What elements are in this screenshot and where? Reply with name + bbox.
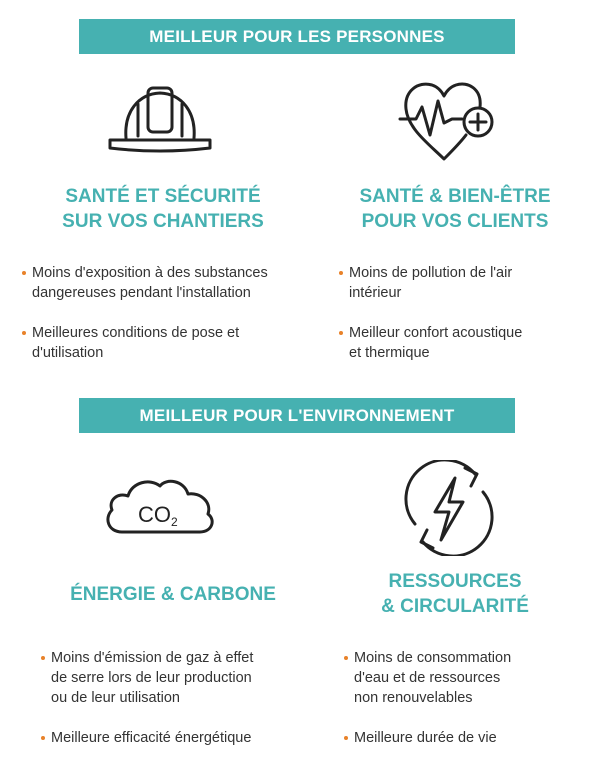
heart-pulse-plus-icon: [396, 77, 500, 165]
bullet-list-resources-circularity: [344, 648, 584, 748]
title-health-wellbeing-line1: SANTÉ & BIEN-ÊTRE: [359, 186, 551, 207]
title-energy-carbon: [28, 582, 318, 607]
section-banner-environment-label: MEILLEUR POUR L'ENVIRONNEMENT: [139, 405, 455, 425]
list-item: Moins de pollution de l'air intérieur: [339, 263, 589, 303]
co2-cloud-icon: [100, 474, 220, 538]
list-item: Meilleures conditions de pose et d'utilisation: [22, 323, 322, 363]
list-item: Moins de consommation d'eau et de ressources non renouvelables: [344, 648, 584, 708]
bullet-list-health-safety: [22, 263, 322, 363]
list-item: Moins d'exposition à des substances dangereuses pendant l'installation: [22, 263, 322, 303]
co2-label: CO: [138, 502, 171, 527]
title-health-wellbeing: [320, 184, 590, 234]
bullet-list-health-wellbeing: [339, 263, 589, 363]
section-banner-people-label: MEILLEUR POUR LES PERSONNES: [149, 26, 445, 46]
hard-hat-icon: [104, 82, 216, 158]
title-health-safety-line2: SUR VOS CHANTIERS: [62, 211, 264, 232]
list-item: Moins d'émission de gaz à effet de serre lors de leur production ou de leur utilisation: [41, 648, 321, 708]
list-item: Meilleure efficacité énergétique: [41, 728, 321, 748]
section-banner-environment: [79, 398, 515, 433]
title-health-safety-line1: SANTÉ ET SÉCURITÉ: [65, 186, 261, 207]
title-resources-circularity: [320, 569, 590, 619]
renewable-energy-icon: [401, 460, 497, 556]
list-item: Meilleure durée de vie: [344, 728, 584, 748]
title-resources-circularity-line1: RESSOURCES: [388, 571, 522, 592]
bullet-list-energy-carbon: [41, 648, 321, 748]
title-health-safety: [28, 184, 298, 234]
list-item: Meilleur confort acoustique et thermique: [339, 323, 589, 363]
co2-subscript: 2: [171, 515, 178, 529]
title-health-wellbeing-line2: POUR VOS CLIENTS: [361, 211, 549, 232]
title-energy-carbon-line1: ÉNERGIE & CARBONE: [70, 584, 276, 605]
title-resources-circularity-line2: & CIRCULARITÉ: [381, 596, 529, 617]
section-banner-people: [79, 19, 515, 54]
